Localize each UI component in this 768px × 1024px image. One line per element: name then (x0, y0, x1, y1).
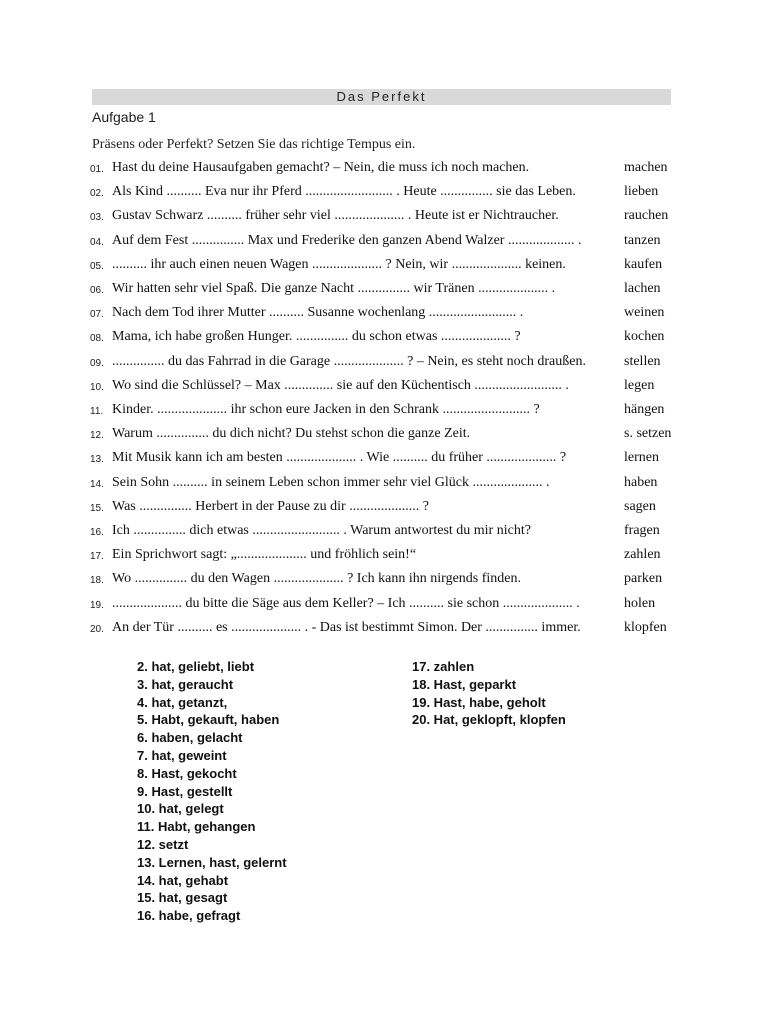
exercise-row (0, 596, 768, 618)
answer-item: 9. Hast, gestellt (137, 783, 233, 799)
exercise-verb: hängen (624, 402, 665, 417)
exercise-number: 15. (90, 502, 104, 514)
answer-item: 15. hat, gesagt (137, 890, 228, 906)
exercise-row (0, 426, 768, 448)
answer-item: 20. Hat, geklopft, klopfen (412, 712, 566, 728)
answer-item: 4. hat, getanzt, (137, 694, 228, 710)
exercise-number: 12. (90, 430, 104, 442)
exercise-number: 03. (90, 212, 104, 224)
exercise-verb: legen (624, 377, 655, 393)
exercise-sentence: Nach dem Tod ihrer Mutter .......... Susanne wochenlang ......................... . (112, 305, 524, 321)
answer-item: 13. Lernen, hast, gelernt (137, 854, 287, 870)
answer-key-right (412, 658, 566, 729)
exercise-row (0, 233, 768, 255)
exercise-sentence: Wir hatten sehr viel Spaß. Die ganze Nacht ............... wir Tränen .................... . (112, 281, 556, 296)
answer-item: 8. Hast, gekocht (137, 765, 237, 781)
exercise-sentence: Auf dem Fest ............... Max und Frederike den ganzen Abend Walzer ................... . (112, 232, 582, 248)
exercise-sentence: Als Kind .......... Eva nur ihr Pferd ......................... . Heute ............... sie das Leben. (112, 184, 576, 200)
exercise-verb: stellen (624, 353, 661, 369)
exercise-row (0, 547, 768, 569)
exercise-row (0, 620, 768, 642)
exercise-row (0, 499, 768, 521)
exercise-sentence: Gustav Schwarz .......... früher sehr viel .................... . Heute ist er Nichtraucher. (112, 208, 559, 224)
exercise-number: 02. (90, 188, 104, 200)
exercise-sentence: Wo ............... du den Wagen .................... ? Ich kann ihn nirgends finden. (112, 571, 521, 587)
answer-key-left (137, 658, 287, 925)
exercise-sentence: Ein Sprichwort sagt: „.................... und fröhlich sein!“ (112, 547, 417, 563)
answer-item: 17. zahlen (412, 659, 475, 674)
answer-item: 16. habe, gefragt (137, 908, 241, 924)
exercise-sentence: Sein Sohn .......... in seinem Leben schon immer sehr viel Glück .................... . (112, 474, 550, 490)
exercise-row (0, 402, 768, 424)
task-heading: Aufgabe 1 (92, 109, 156, 125)
exercise-number: 16. (90, 527, 104, 538)
exercise-row (0, 354, 768, 376)
exercise-row (0, 475, 768, 497)
answer-item: 12. setzt (137, 836, 189, 852)
answer-item: 14. hat, gehabt (137, 872, 229, 888)
exercise-row (0, 160, 768, 182)
exercise-row (0, 184, 768, 206)
exercise-verb: kaufen (624, 256, 663, 272)
exercise-number: 18. (90, 575, 104, 587)
answer-item: 6. haben, gelacht (137, 730, 243, 746)
exercise-number: 01. (90, 164, 104, 175)
exercise-verb: machen (624, 160, 668, 175)
answer-item: 5. Habt, gekauft, haben (137, 712, 280, 728)
answer-item: 19. Hast, habe, geholt (412, 694, 546, 710)
answer-item: 7. hat, geweint (137, 747, 227, 763)
exercise-sentence: Hast du deine Hausaufgaben gemacht? – Nein, die muss ich noch machen. (112, 160, 530, 175)
exercise-sentence: Kinder. .................... ihr schon eure Jacken in den Schrank ......................... ? (112, 402, 540, 417)
exercise-sentence: Wo sind die Schlüssel? – Max .............. sie auf den Küchentisch ......................... . (112, 377, 569, 393)
exercise-sentence: Mama, ich habe großen Hunger. ............... du schon etwas .................... ? (112, 329, 521, 345)
exercise-number: 13. (90, 454, 104, 466)
exercise-verb: holen (624, 595, 656, 611)
exercise-sentence: Warum ............... du dich nicht? Du stehst schon die ganze Zeit. (112, 426, 471, 442)
exercise-row (0, 450, 768, 472)
exercise-number: 05. (90, 260, 104, 272)
exercise-number: 19. (90, 599, 104, 611)
exercise-sentence: .......... ihr auch einen neuen Wagen .................... ? Nein, wir .................... keinen. (112, 256, 566, 272)
exercise-number: 17. (90, 551, 104, 563)
exercise-verb: parken (624, 571, 663, 587)
exercise-row (0, 305, 768, 327)
exercise-verb: rauchen (624, 208, 669, 224)
exercise-verb: fragen (624, 523, 660, 538)
exercise-row (0, 208, 768, 230)
exercise-number: 20. (90, 623, 104, 635)
exercise-verb: klopfen (624, 619, 667, 635)
exercise-sentence: An der Tür .......... es .................... . - Das ist bestimmt Simon. Der ............... immer. (112, 619, 581, 635)
exercise-row (0, 329, 768, 351)
answer-item: 18. Hast, geparkt (412, 676, 517, 692)
exercise-verb: haben (624, 474, 658, 490)
exercise-number: 07. (90, 309, 104, 321)
exercise-verb: lachen (624, 281, 661, 296)
exercise-sentence: .................... du bitte die Säge aus dem Keller? – Ich .......... sie schon .................... . (112, 595, 580, 611)
exercise-verb: kochen (624, 329, 665, 345)
exercise-sentence: Was ............... Herbert in der Pause zu dir .................... ? (112, 498, 429, 514)
exercise-number: 14. (90, 478, 104, 490)
exercise-verb: s. setzen (624, 426, 672, 442)
exercise-row (0, 281, 768, 303)
exercise-verb: tanzen (624, 232, 661, 248)
exercise-number: 10. (90, 381, 104, 393)
exercise-row (0, 571, 768, 593)
exercise-row (0, 257, 768, 279)
exercise-number: 11. (90, 406, 104, 417)
instruction-text: Präsens oder Perfekt? Setzen Sie das richtige Tempus ein. (92, 137, 416, 152)
exercise-sentence: ............... du das Fahrrad in die Garage .................... ? – Nein, es steht noch draußen. (112, 353, 586, 369)
page-title: Das Perfekt (92, 89, 671, 105)
exercise-number: 08. (90, 333, 104, 345)
exercise-verb: sagen (624, 498, 656, 514)
answer-item: 3. hat, geraucht (137, 676, 234, 692)
exercise-verb: zahlen (624, 547, 661, 563)
exercise-sentence: Mit Musik kann ich am besten .................... . Wie .......... du früher .................... ? (112, 450, 567, 466)
exercise-row (0, 378, 768, 400)
exercise-number: 06. (90, 285, 104, 296)
exercise-number: 09. (90, 357, 104, 369)
exercise-verb: lernen (624, 450, 659, 466)
answer-item: 2. hat, geliebt, liebt (137, 659, 255, 674)
exercise-number: 04. (90, 236, 104, 248)
answer-item: 11. Habt, gehangen (137, 819, 256, 835)
exercise-verb: lieben (624, 184, 659, 200)
exercise-verb: weinen (624, 305, 665, 321)
exercise-sentence: Ich ............... dich etwas ......................... . Warum antwortest du mir nicht? (112, 523, 531, 538)
exercise-row (0, 523, 768, 545)
answer-item: 10. hat, gelegt (137, 801, 224, 817)
